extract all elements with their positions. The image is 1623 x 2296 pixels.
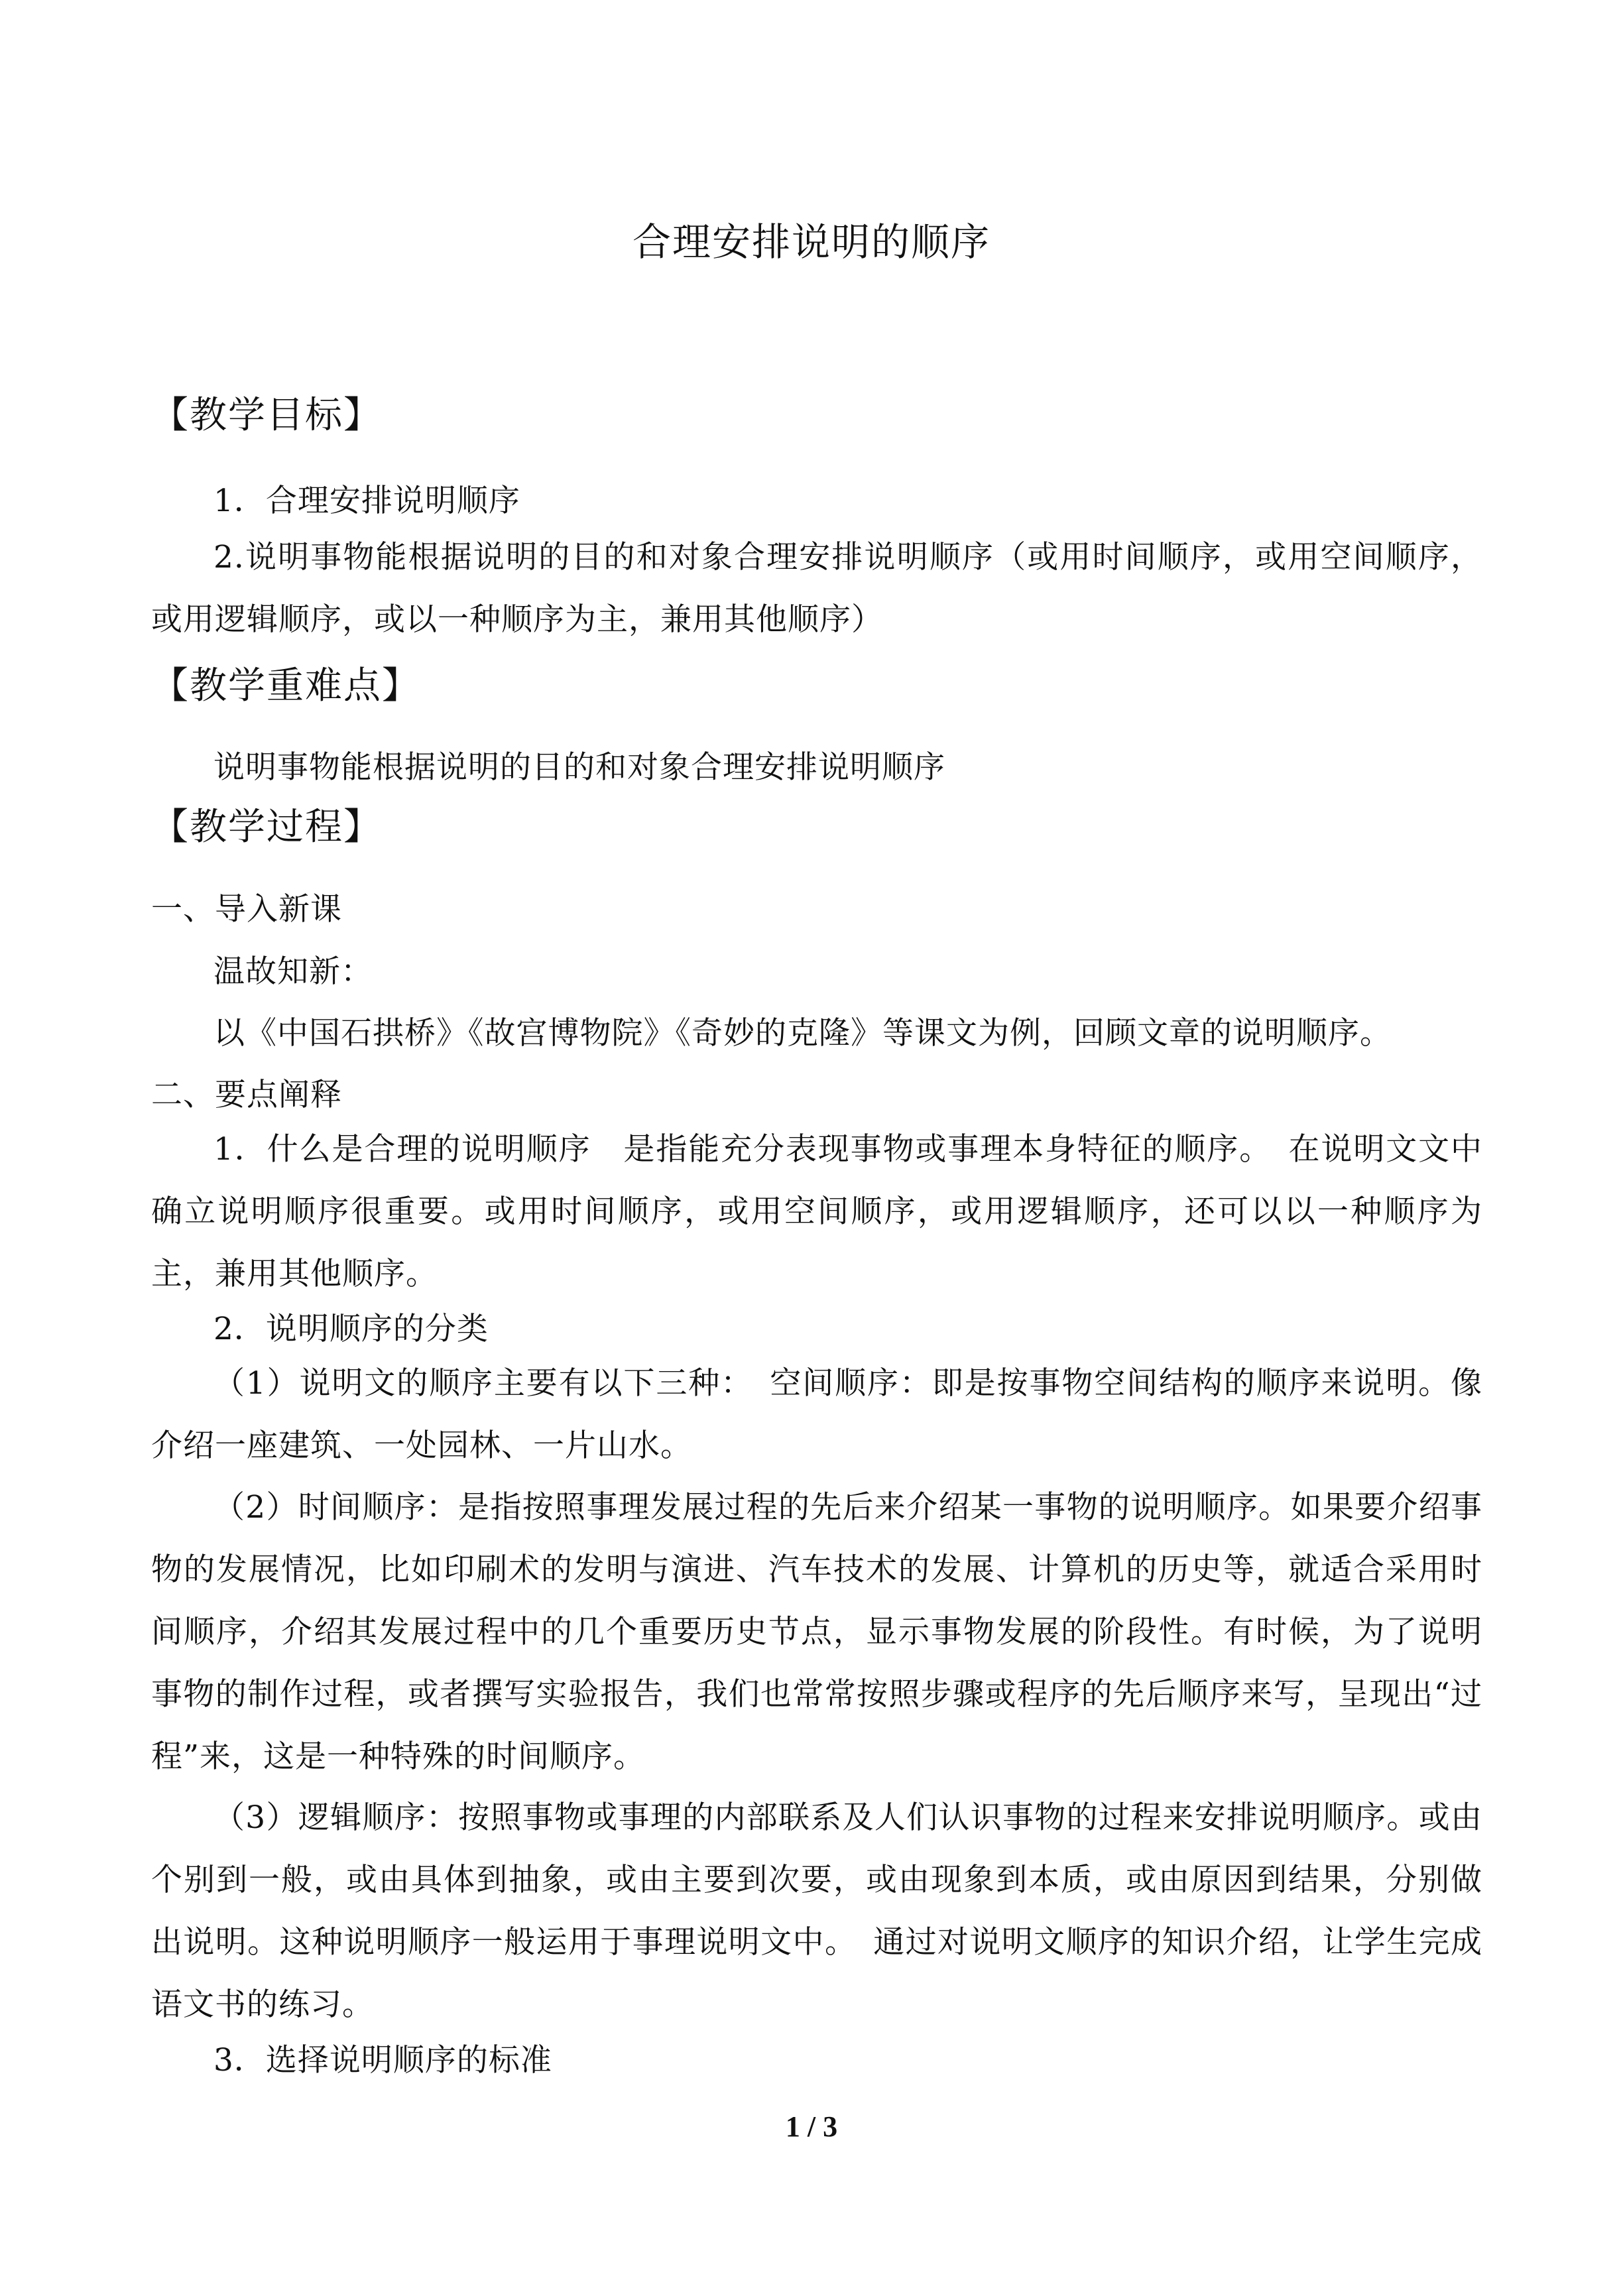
process-paragraph-1: 1．什么是合理的说明顺序 是指能充分表现事物或事理本身特征的顺序。 在说明文文中确立说明顺序很重要。或用时间顺序，或用空间顺序，或用逻辑顺序，还可以以一种顺序为主，兼用其他顺序。 (151, 1131, 1482, 1292)
process-part1-text: 以《中国石拱桥》《故宫博物院》《奇妙的克隆》等课文为例，回顾文章的说明顺序。 (213, 1015, 1392, 1052)
process-paragraph-4: （2）时间顺序：是指按照事理发展过程的先后来介绍某一事物的说明顺序。如果要介绍事物的发展情况，比如印刷术的发明与演进、汽车技术的发展、计算机的历史等，就适合采用时间顺序，介绍其发展过程中的几个重要历史节点，显示事物发展的阶段性。有时候，为了说明事物的制作过程，或者撰写实验报告，我们也常常按照步骤或程序的先后顺序来写，呈现出“过程”来，这是一种特殊的时间顺序。 (151, 1489, 1482, 1775)
process-paragraph-3: （1）说明文的顺序主要有以下三种： 空间顺序：即是按事物空间结构的顺序来说明。像介绍一座建筑、一处园林、一片山水。 (151, 1365, 1482, 1464)
goal-item-1: 1．合理安排说明顺序 (213, 483, 520, 519)
process-paragraph-2-title: 2．说明顺序的分类 (213, 1311, 489, 1347)
section-heading-key-points: 【教学重难点】 (151, 664, 420, 707)
section-heading-goals: 【教学目标】 (151, 394, 382, 437)
process-part1-title: 一、导入新课 (151, 891, 342, 928)
page-number: 1 / 3 (785, 2110, 838, 2143)
process-part2-title: 二、要点阐释 (151, 1077, 342, 1113)
process-paragraph-6-title: 3．选择说明顺序的标准 (213, 2042, 552, 2079)
process-paragraph-5: （3）逻辑顺序：按照事物或事理的内部联系及人们认识事物的过程来安排说明顺序。或由个别到一般，或由具体到抽象，或由主要到次要，或由现象到本质，或由原因到结果，分别做出说明。这种说明顺序一般运用于事理说明文中。 通过对说明文顺序的知识介绍，让学生完成语文书的练习。 (151, 1799, 1482, 2023)
goal-item-2: 2.说明事物能根据说明的目的和对象合理安排说明顺序（或用时间顺序，或用空间顺序，或用逻辑顺序，或以一种顺序为主，兼用其他顺序） (151, 539, 1482, 638)
section-heading-process: 【教学过程】 (151, 806, 382, 849)
key-points-text: 说明事物能根据说明的目的和对象合理安排说明顺序 (213, 749, 945, 786)
page-title: 合理安排说明的顺序 (632, 219, 991, 265)
process-part1-sub: 温故知新： (213, 953, 373, 990)
